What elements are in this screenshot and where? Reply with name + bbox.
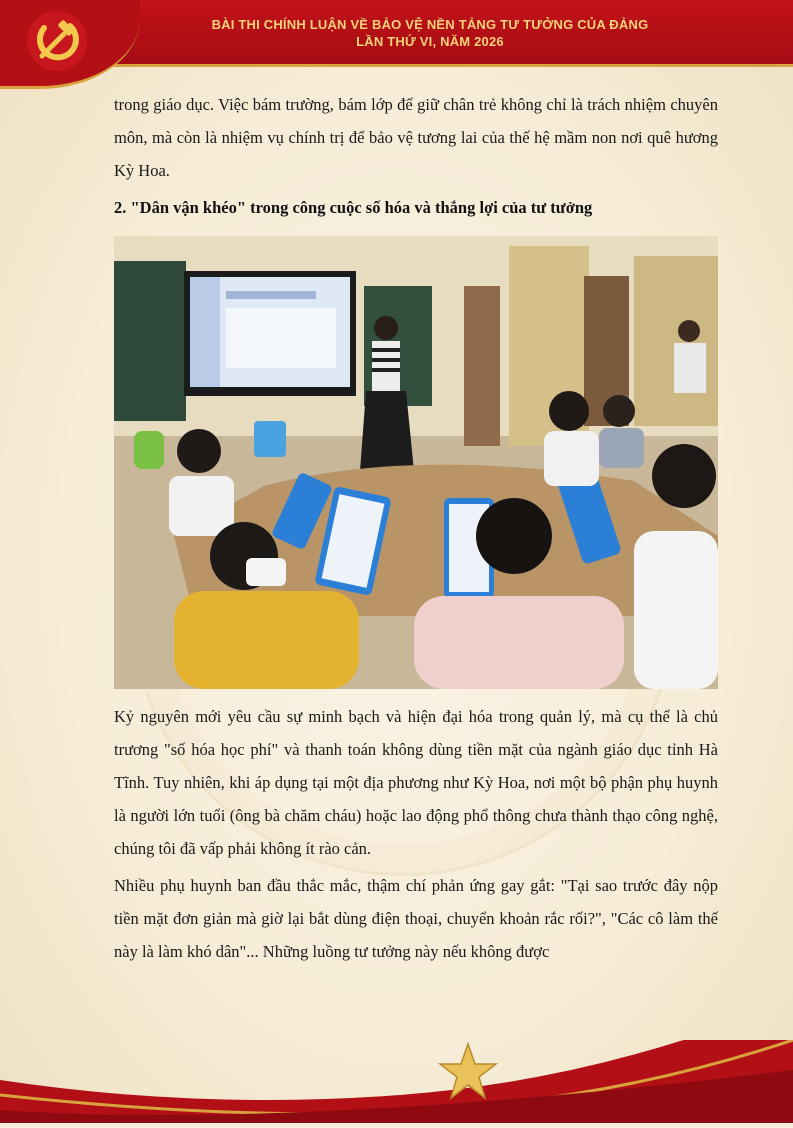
- hammer-sickle-icon: [22, 6, 92, 76]
- header-title-line1: BÀI THI CHÍNH LUẬN VỀ BẢO VỆ NỀN TẢNG TƯ TƯỞNG CỦA ĐẢNG: [211, 17, 649, 32]
- paragraph: Kỷ nguyên mới yêu cầu sự minh bạch và hiện đại hóa trong quản lý, mà cụ thể là chủ trương "số hóa học phí" và thanh toán không dùng tiền mặt của ngành giáo dục tỉnh Hà Tĩnh. Tuy nhiên, khi áp dụng tại một địa phương như Kỳ Hoa, nơi một bộ phận phụ huynh là người lớn tuổi (ông bà chăm cháu) hoặc lao động phổ thông chưa thành thạo công nghệ, chúng tôi đã vấp phải không ít rào cản.: [114, 707, 718, 858]
- paragraph: trong giáo dục. Việc bám trường, bám lớp để giữ chân trẻ không chỉ là trách nhiệm chuyên môn, mà còn là nhiệm vụ chính trị để bảo vệ tương lai của thế hệ mầm non nơi quê hương Kỳ Hoa.: [114, 95, 718, 180]
- body-text-bottom: [114, 700, 718, 968]
- paragraph: Nhiều phụ huynh ban đầu thắc mắc, thậm chí phản ứng gay gắt: "Tại sao trước đây nộp tiền mặt đơn giản mà giờ lại bắt dùng điện thoại, chuyển khoản rắc rối?", "Các cô làm thế này là làm khó dân"... Những luồng tư tưởng này nếu không được: [114, 876, 718, 961]
- header-title-line2: LẦN THỨ VI, NĂM 2026: [356, 34, 504, 49]
- classroom-photo: [114, 236, 718, 689]
- header-title: [150, 16, 710, 50]
- page-footer: [0, 1040, 793, 1123]
- gold-star-icon: [438, 1042, 498, 1102]
- body-text-top: [114, 88, 718, 187]
- section-heading: 2. "Dân vận khéo" trong công cuộc số hóa và thắng lợi của tư tưởng: [114, 198, 593, 217]
